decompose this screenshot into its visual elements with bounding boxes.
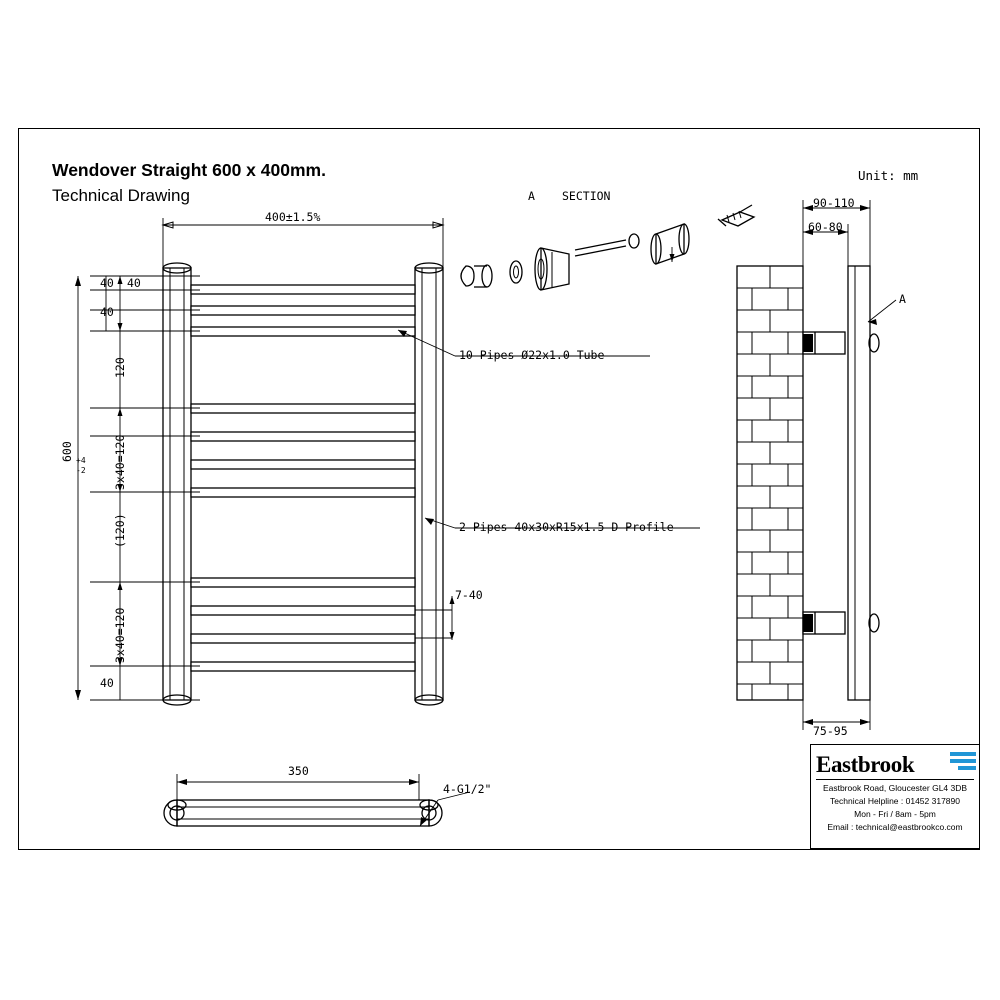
dim-width: 400±1.5% xyxy=(265,210,321,224)
page-title: Wendover Straight 600 x 400mm. xyxy=(52,160,326,180)
dim-350: 350 xyxy=(288,764,309,778)
dim-spacing-6: 3x40=120 xyxy=(113,607,127,663)
divider xyxy=(816,779,974,780)
side-callout-a: A xyxy=(899,292,906,306)
company-email: Email : technical@eastbrookco.com xyxy=(827,822,963,832)
page-subtitle: Technical Drawing xyxy=(52,186,190,205)
note-bracket: 7-40 xyxy=(455,588,483,602)
dim-height-tol-lower: -2 xyxy=(76,466,86,475)
bottom-view-group xyxy=(164,774,470,826)
note-pipes: 10 Pipes Ø22x1.0 Tube xyxy=(459,348,605,362)
section-label-a: A xyxy=(528,189,535,203)
dim-spacing-1: 40 xyxy=(127,276,141,290)
side-view-group xyxy=(737,200,896,730)
dim-side-top-outer: 90-110 xyxy=(813,196,855,210)
unit-label: Unit: mm xyxy=(858,168,919,183)
company-hours: Mon - Fri / 8am - 5pm xyxy=(854,809,936,819)
note-profile: 2 Pipes 40x30xR15x1.5 D Profile xyxy=(459,520,674,534)
dim-height: 600 xyxy=(60,441,74,462)
dim-side-bottom: 75-95 xyxy=(813,724,848,738)
company-helpline: Technical Helpline : 01452 317890 xyxy=(830,796,960,806)
brand-mark-icon xyxy=(950,752,976,774)
section-parts-group xyxy=(461,205,754,290)
company-address: Eastbrook Road, Gloucester GL4 3DB xyxy=(822,783,968,793)
dim-side-top-inner: 60-80 xyxy=(808,220,843,234)
dim-spacing-7: 40 xyxy=(100,676,114,690)
note-thread: 4-G1/2" xyxy=(443,782,492,796)
dim-spacing-3: 120 xyxy=(113,357,127,378)
dim-spacing-0: 40 xyxy=(100,276,114,290)
dim-spacing-2: 40 xyxy=(100,305,114,319)
dim-height-tol-upper: +4 xyxy=(76,456,86,465)
brand-name: Eastbrook xyxy=(816,752,915,777)
section-label: SECTION xyxy=(562,189,611,203)
dim-spacing-5: (120) xyxy=(113,513,127,548)
front-view-group xyxy=(75,218,700,705)
dim-spacing-4: 3x40=120 xyxy=(113,434,127,490)
